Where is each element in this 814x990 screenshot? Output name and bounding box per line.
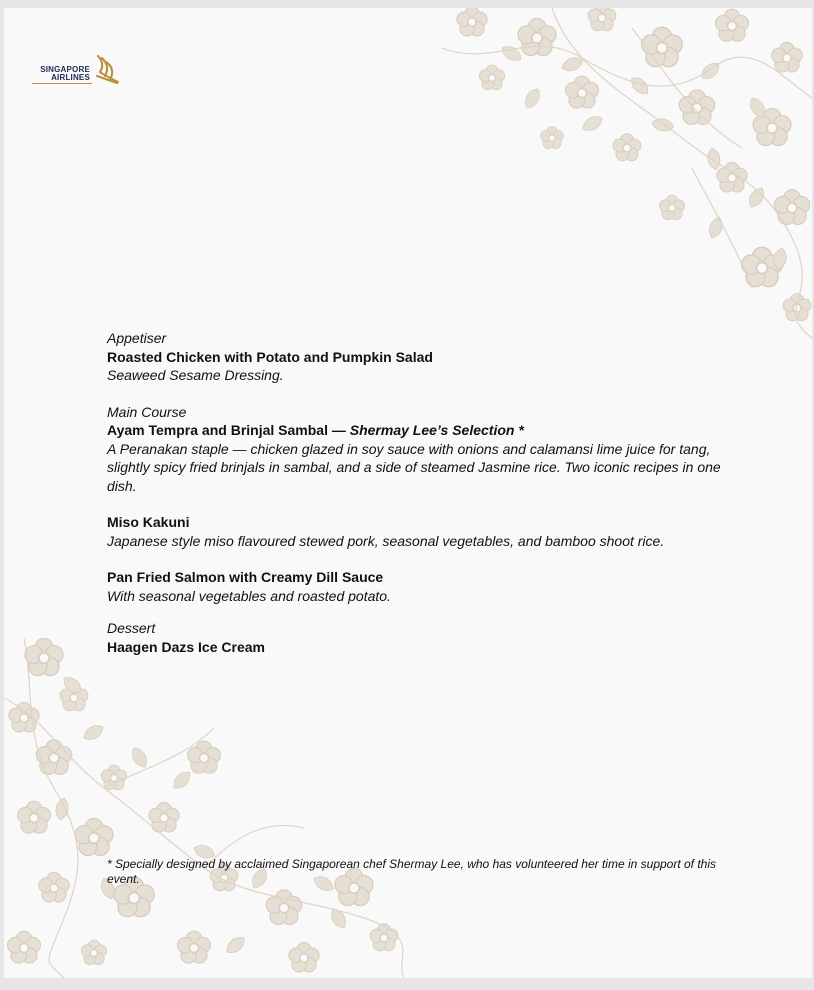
dessert-section [107, 619, 727, 656]
appetiser-description: Seaweed Sesame Dressing. [107, 367, 284, 383]
kris-bird-logo-icon [94, 54, 120, 84]
main-dish-3-description: With seasonal vegetables and roasted potato. [107, 587, 391, 604]
floral-pattern-top-right-icon [432, 8, 812, 353]
logo-wordmark [32, 66, 90, 82]
main-dish-1-name: Ayam Tempra and Brinjal Sambal — [107, 422, 346, 438]
logo-underline [32, 83, 92, 84]
main-dish-2: Miso Kakuni [107, 514, 190, 530]
main-dish-3: Pan Fried Salmon with Creamy Dill Sauce [107, 569, 384, 585]
footnote: * Specially designed by acclaimed Singaporean chef Shermay Lee, who has volunteered her time in support of this event. [107, 857, 717, 886]
main-course-section [107, 403, 727, 496]
appetiser-dish: Roasted Chicken with Potato and Pumpkin Salad [107, 348, 433, 365]
floral-pattern-bottom-left-icon [4, 638, 404, 978]
main-dish-3-block [107, 568, 727, 605]
main-dish-2-block [107, 513, 727, 550]
menu-content [107, 329, 727, 674]
main-dish-2-description: Japanese style miso flavoured stewed pork, seasonal vegetables, and bamboo shoot rice. [107, 532, 665, 549]
logo-line-1: SINGAPORE [40, 65, 90, 74]
dessert-dish: Haagen Dazs Ice Cream [107, 638, 265, 655]
main-dish-1 [107, 421, 727, 440]
main-course-heading: Main Course [107, 403, 187, 420]
singapore-airlines-logo [32, 54, 122, 86]
logo-line-2: AIRLINES [51, 73, 90, 82]
dessert-heading: Dessert [107, 620, 156, 636]
appetiser-heading: Appetiser [107, 330, 167, 346]
main-dish-1-description: A Peranakan staple — chicken glazed in soy sauce with onions and calamansi lime juice for tang, slightly spicy fried brinjals in sambal, and a side of steamed Jasmine rice. Two iconic recipes in one dish. [107, 440, 721, 494]
appetiser-section [107, 329, 727, 385]
chef-selection-label: Shermay Lee’s Selection * [349, 422, 524, 438]
menu-page [4, 8, 812, 978]
